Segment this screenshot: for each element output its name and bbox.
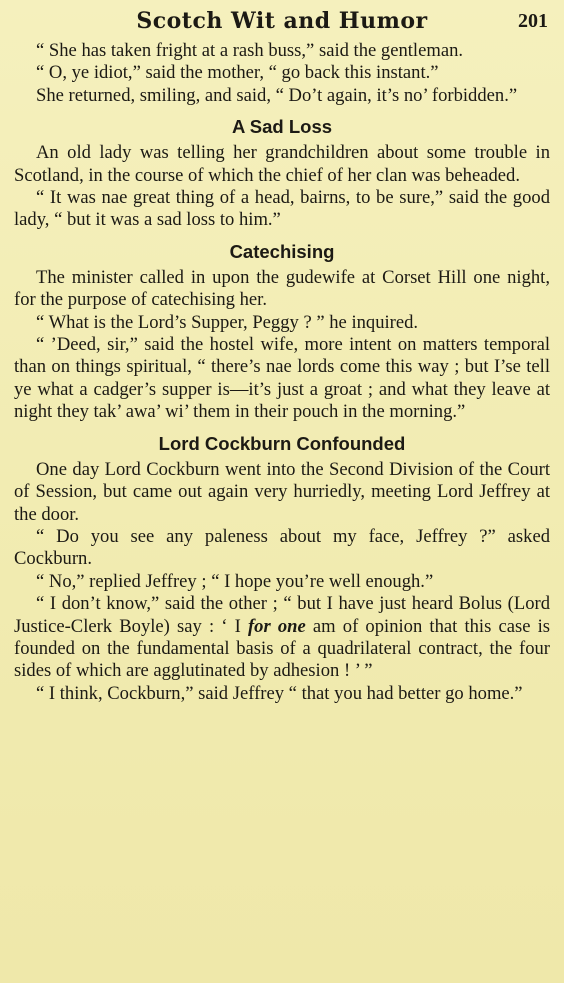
paragraph: “ What is the Lord’s Supper, Peggy ? ” he inquired. [36, 311, 419, 333]
paragraph: She returned, smiling, and said, “ Do’t again, it’s no’ forbidden.” [36, 84, 518, 106]
paragraph: “ No,” replied Jeffrey ; “ I hope you’re well enough.” [36, 570, 434, 592]
paragraph: “ It was nae great thing of a head, bairns, to be sure,” said the good lady, “ but it was a sad loss to him.” [14, 187, 550, 231]
paragraph: The minister called in upon the gudewife at Corset Hill one night, for the purpose of catechising her. [14, 266, 550, 311]
section-heading-catechising: Catechising [229, 240, 335, 262]
paragraph: “ O, ye idiot,” said the mother, “ go back this instant.” [36, 62, 439, 84]
paragraph: An old lady was telling her grandchildren about some trouble in Scotland, in the course of which the chief of her clan was beheaded. [14, 142, 550, 186]
paragraph: “ ’Deed, sir,” said the hostel wife, more intent on matters temporal than on things spiritual, “ there’s nae lords come this way ; but I’se tell ye what a cadger’s supper is—it’s just a groat ; and what they leave at night they tak’ awa’ wi’ them in their pouch in the morning.” [14, 334, 550, 423]
running-head [14, 6, 550, 40]
section-heading-cockburn: Lord Cockburn Confounded [158, 432, 406, 454]
paragraph: “ I think, Cockburn,” said Jeffrey “ that you had better go home.” [36, 682, 523, 704]
paragraph: One day Lord Cockburn went into the Second Division of the Court of Session, but came out again very hurriedly, meeting Lord Jeffrey at the door. [14, 458, 550, 525]
emphasized-text: for one [247, 615, 306, 637]
paragraph [14, 593, 550, 683]
page-text [14, 40, 550, 705]
paragraph-text: am of opinion that this case is founded on the fundamental basis of a quadrilateral contract, the four sides of which are agglutinated by adhesion ! ’ ” [14, 615, 551, 682]
section-heading-sad-loss: A Sad Loss [231, 116, 333, 138]
page-number: 201 [518, 10, 548, 32]
running-title: Scotch Wit and Humor [136, 8, 428, 34]
paragraph: “ She has taken fright at a rash buss,” said the gentleman. [36, 40, 464, 61]
paragraph-text: “ I don’t know,” said the other ; “ but I have just heard Bolus (Lord Justice-Clerk Boyle) say : ‘ I [14, 593, 550, 637]
paragraph: “ Do you see any paleness about my face, Jeffrey ?” asked Cockburn. [14, 525, 550, 570]
